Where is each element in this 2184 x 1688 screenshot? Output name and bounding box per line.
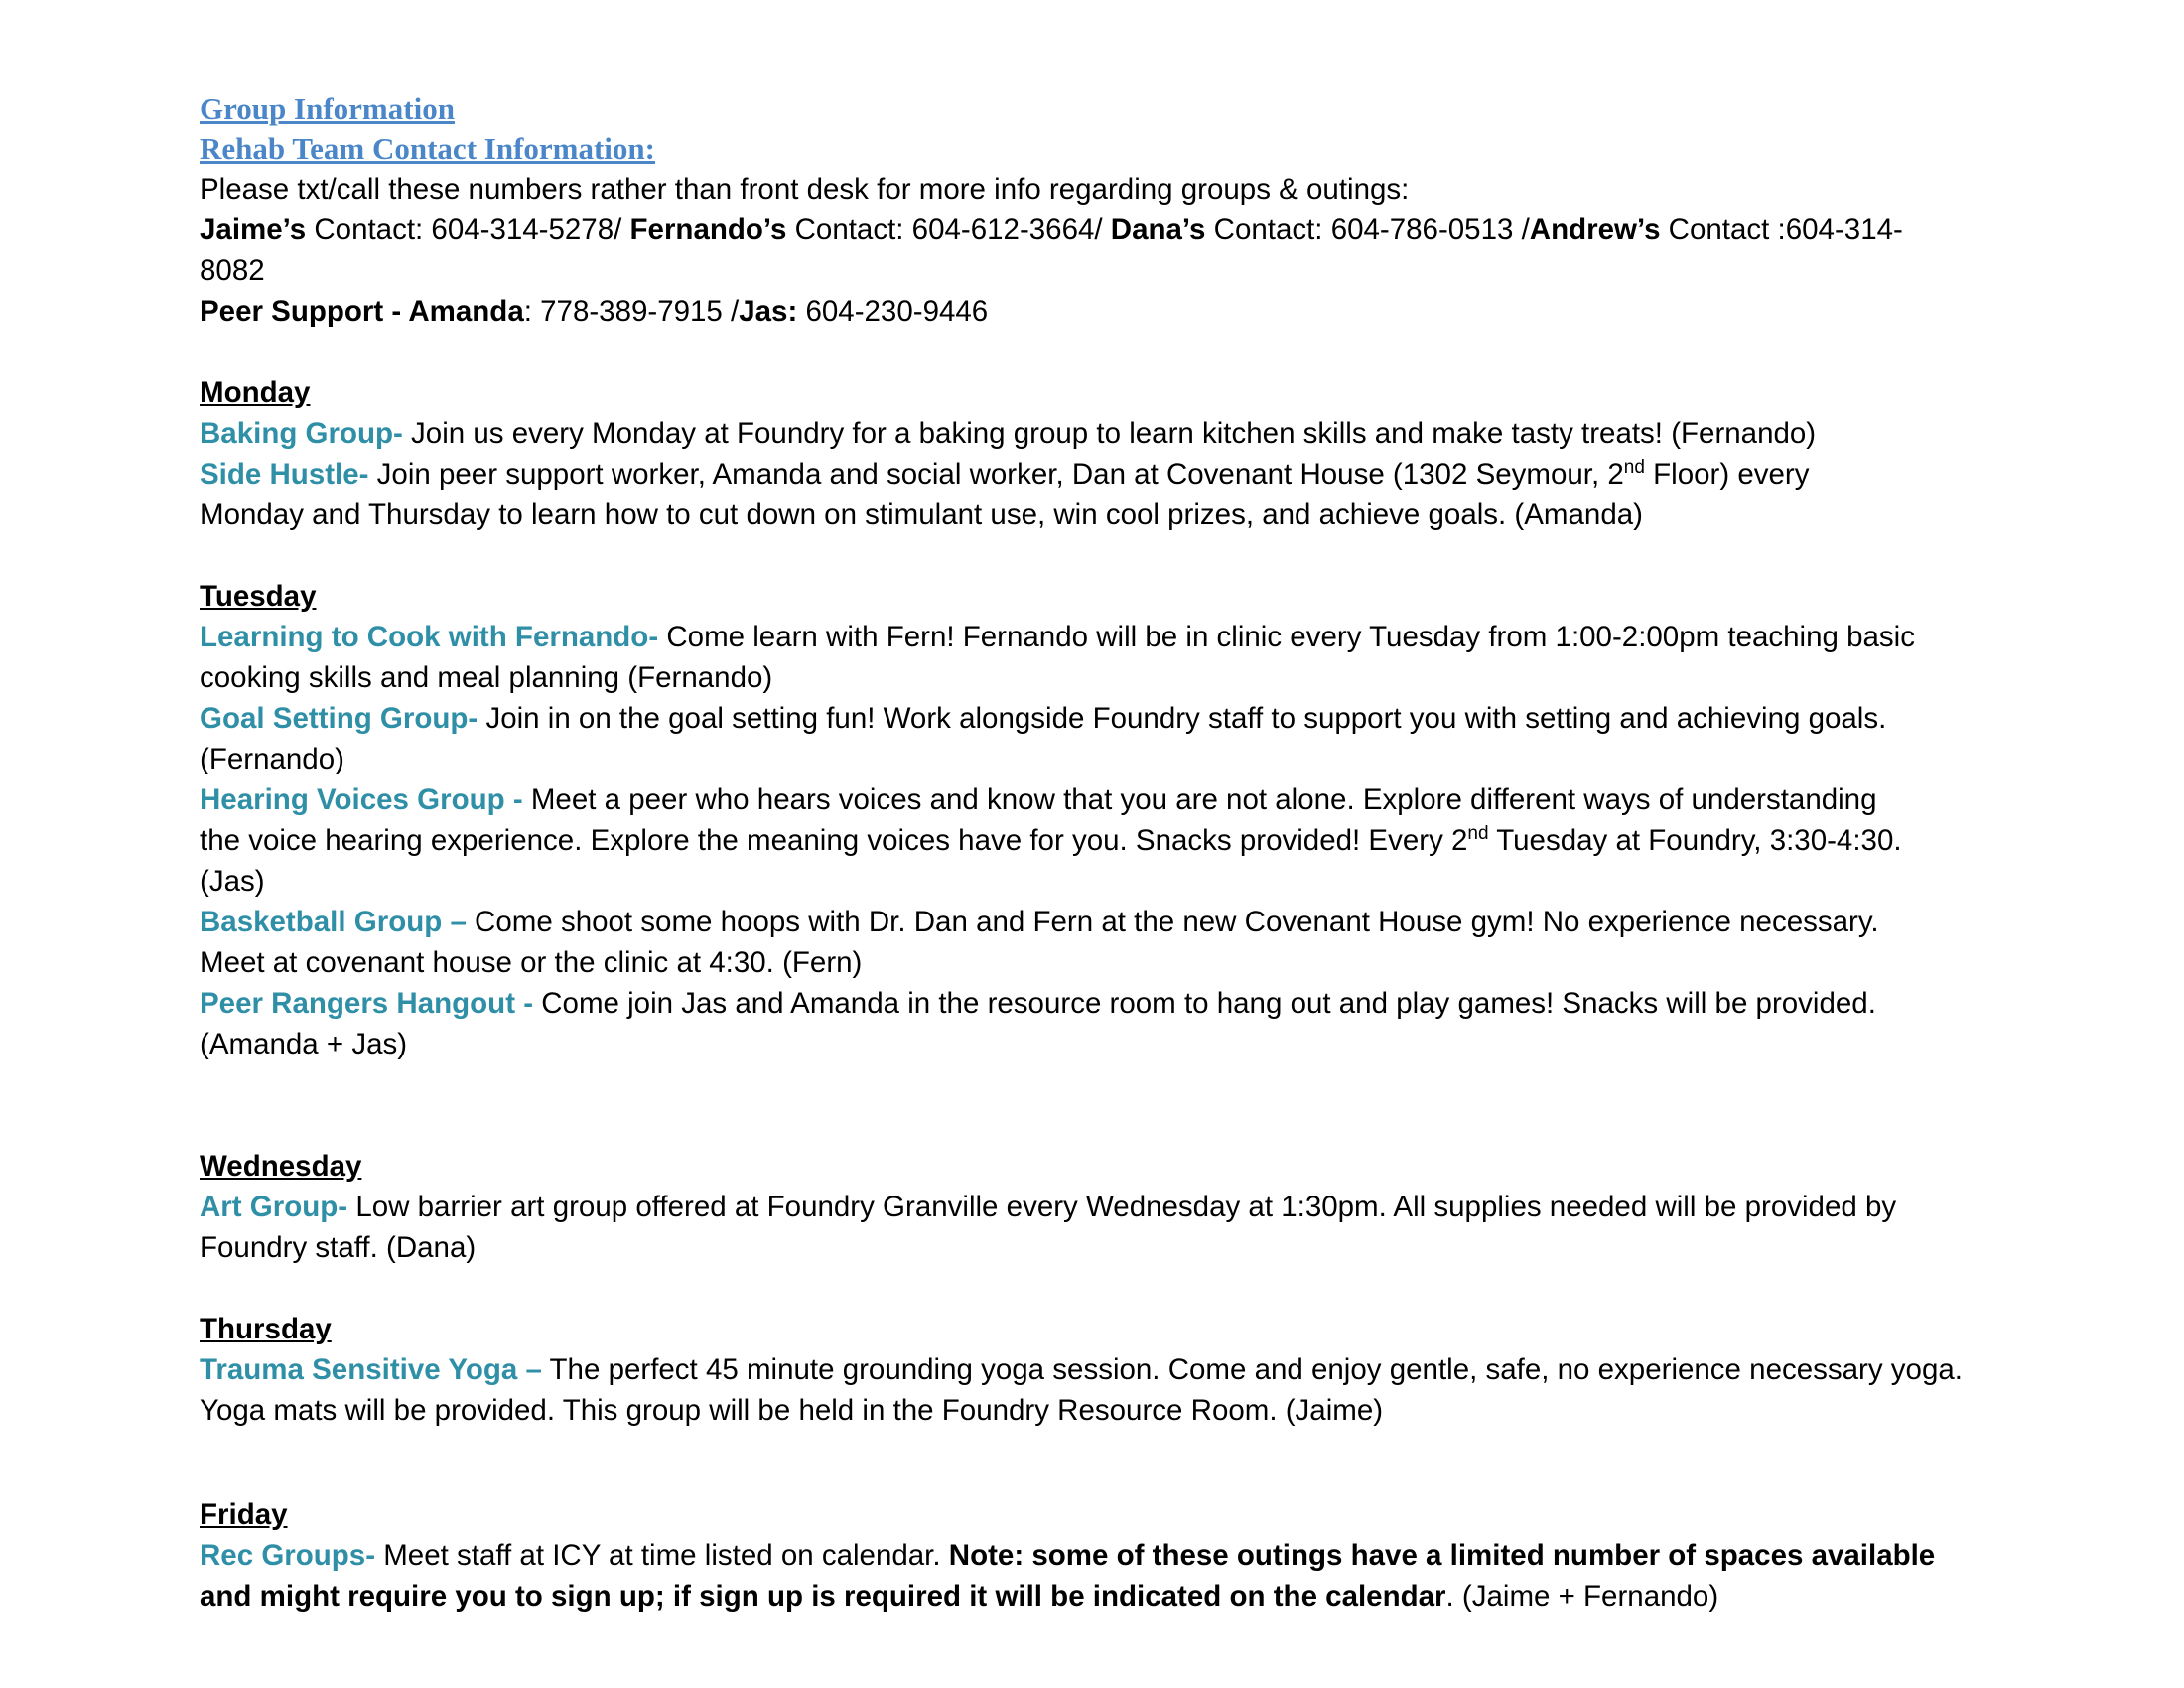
voices-group-sup: nd bbox=[1467, 823, 1489, 844]
art-group bbox=[200, 1187, 2016, 1227]
rec-group-desc: Meet staff at ICY at time listed on calendar. bbox=[375, 1539, 949, 1572]
voices-group-desc-2a: the voice hearing experience. Explore the meaning voices have for you. Snacks provided! Every 2 bbox=[200, 824, 1468, 857]
andrew-name: Andrew’s bbox=[1529, 213, 1661, 246]
document-page bbox=[200, 89, 2016, 1617]
basketball-group bbox=[200, 902, 2016, 942]
yoga-group-name: Trauma Sensitive Yoga – bbox=[200, 1353, 542, 1386]
contacts-intro: Please txt/call these numbers rather than front desk for more info regarding groups & outings: bbox=[200, 173, 1410, 206]
side-hustle-desc-2: Floor) every bbox=[1644, 458, 1810, 491]
dana-contact: Contact: 604-786-0513 / bbox=[1205, 213, 1530, 246]
cook-group-name: Learning to Cook with Fernando- bbox=[200, 621, 659, 653]
rangers-group-name: Peer Rangers Hangout - bbox=[200, 987, 534, 1020]
yoga-group bbox=[200, 1349, 2016, 1390]
andrew-contact-cont: 8082 bbox=[200, 254, 265, 287]
peer-support-label: Peer Support - Amanda bbox=[200, 295, 524, 328]
voices-group-desc-2b: Tuesday at Foundry, 3:30-4:30. bbox=[1488, 824, 1902, 857]
voices-group-cont bbox=[200, 820, 2016, 861]
side-hustle bbox=[200, 454, 2016, 494]
baking-group-name: Baking Group- bbox=[200, 417, 403, 450]
andrew-contact: Contact :604-314- bbox=[1660, 213, 1903, 246]
jas-contact: 604-230-9446 bbox=[797, 295, 989, 328]
art-group-name: Art Group- bbox=[200, 1191, 348, 1223]
rec-group-name: Rec Groups- bbox=[200, 1539, 376, 1572]
cook-group-desc: Come learn with Fern! Fernando will be in clinic every Tuesday from 1:00-2:00pm teaching basic bbox=[658, 621, 1915, 653]
basketball-group-name: Basketball Group – bbox=[200, 906, 467, 938]
peer-support-contacts bbox=[200, 291, 2016, 332]
amanda-contact: : 778-389-7915 / bbox=[523, 295, 740, 328]
jaime-name: Jaime’s bbox=[200, 213, 307, 246]
side-hustle-cont: Monday and Thursday to learn how to cut down on stimulant use, win cool prizes, and achieve goals. (Amanda) bbox=[200, 498, 1643, 531]
wednesday-heading: Wednesday bbox=[200, 1150, 362, 1183]
goal-group-cont: (Fernando) bbox=[200, 743, 344, 775]
group-information-link[interactable]: Group Information bbox=[200, 91, 455, 126]
rec-group bbox=[200, 1535, 2016, 1576]
rec-group-tail: . (Jaime + Fernando) bbox=[1445, 1580, 1719, 1613]
thursday-heading: Thursday bbox=[200, 1313, 332, 1345]
staff-contacts bbox=[200, 210, 2016, 250]
rehab-contact-link[interactable]: Rehab Team Contact Information: bbox=[200, 131, 655, 166]
baking-group bbox=[200, 413, 2016, 454]
rec-group-cont bbox=[200, 1576, 2016, 1617]
cook-group-cont: cooking skills and meal planning (Fernando) bbox=[200, 661, 773, 694]
voices-group-cont-2: (Jas) bbox=[200, 865, 265, 898]
fernando-contact: Contact: 604-612-3664/ bbox=[786, 213, 1111, 246]
jas-name: Jas: bbox=[739, 295, 798, 328]
art-group-desc: Low barrier art group offered at Foundry Granville every Wednesday at 1:30pm. All supplies needed will be provided by bbox=[347, 1191, 1897, 1223]
side-hustle-desc: Join peer support worker, Amanda and social worker, Dan at Covenant House (1302 Seymour, 2 bbox=[368, 458, 1624, 491]
goal-group-desc: Join in on the goal setting fun! Work alongside Foundry staff to support you with setting and achieving goals. bbox=[478, 702, 1887, 735]
friday-heading: Friday bbox=[200, 1498, 288, 1531]
rangers-group-desc: Come join Jas and Amanda in the resource room to hang out and play games! Snacks will be provided. bbox=[533, 987, 1876, 1020]
cook-group bbox=[200, 617, 2016, 657]
jaime-contact: Contact: 604-314-5278/ bbox=[306, 213, 630, 246]
side-hustle-name: Side Hustle- bbox=[200, 458, 369, 491]
basketball-group-desc: Come shoot some hoops with Dr. Dan and Fern at the new Covenant House gym! No experience necessary. bbox=[466, 906, 1879, 938]
dana-name: Dana’s bbox=[1110, 213, 1206, 246]
voices-group-desc: Meet a peer who hears voices and know that you are not alone. Explore different ways of understanding bbox=[522, 783, 1877, 816]
rangers-group-cont: (Amanda + Jas) bbox=[200, 1028, 408, 1060]
baking-group-desc: Join us every Monday at Foundry for a baking group to learn kitchen skills and make tasty treats! (Fernando) bbox=[402, 417, 1817, 450]
side-hustle-sup: nd bbox=[1623, 457, 1645, 478]
rangers-group bbox=[200, 983, 2016, 1024]
fernando-name: Fernando’s bbox=[629, 213, 787, 246]
rec-group-note: Note: some of these outings have a limited number of spaces available bbox=[948, 1539, 1936, 1572]
basketball-group-cont: Meet at covenant house or the clinic at 4:30. (Fern) bbox=[200, 946, 863, 979]
voices-group-name: Hearing Voices Group - bbox=[200, 783, 523, 816]
rec-group-note-2: and might require you to sign up; if sign up is required it will be indicated on the calendar bbox=[200, 1580, 1446, 1613]
goal-group-name: Goal Setting Group- bbox=[200, 702, 478, 735]
goal-group bbox=[200, 698, 2016, 739]
voices-group bbox=[200, 779, 2016, 820]
yoga-group-cont: Yoga mats will be provided. This group will be held in the Foundry Resource Room. (Jaime) bbox=[200, 1394, 1384, 1427]
art-group-cont: Foundry staff. (Dana) bbox=[200, 1231, 477, 1264]
yoga-group-desc: The perfect 45 minute grounding yoga session. Come and enjoy gentle, safe, no experience necessary yoga. bbox=[541, 1353, 1963, 1386]
monday-heading: Monday bbox=[200, 376, 311, 409]
tuesday-heading: Tuesday bbox=[200, 580, 317, 613]
